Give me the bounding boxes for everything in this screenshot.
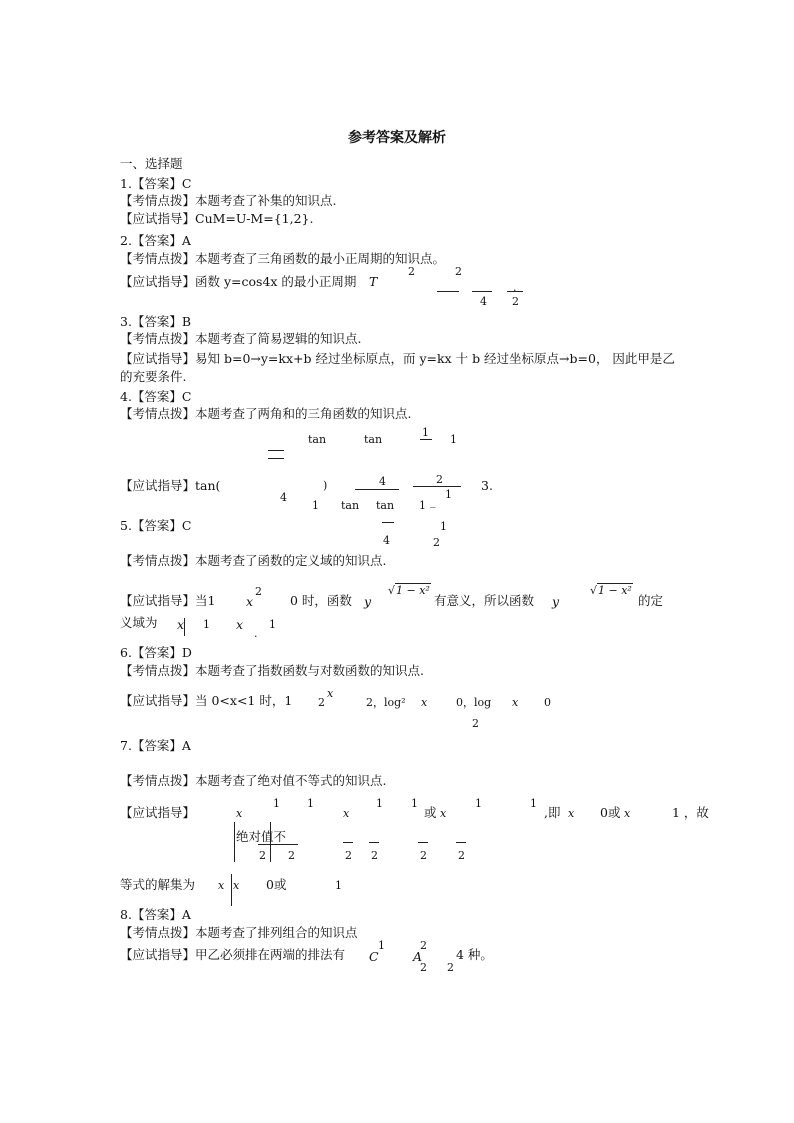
- q5-dot: .: [254, 627, 258, 640]
- q7-guide: 【应试指导】: [120, 805, 196, 820]
- q7-n2: 1: [307, 797, 314, 810]
- q4-point: 【考情点拨】本题考查了两角和的三角函数的知识点.: [120, 406, 412, 421]
- section-heading: 一、选择题: [120, 156, 183, 171]
- q2-answer: 2.【答案】A: [120, 233, 191, 248]
- q5-two: 2: [433, 536, 440, 549]
- q6-answer: 6.【答案】D: [120, 645, 192, 660]
- q8-result: 4 种。: [456, 947, 493, 962]
- q7-n6: 1: [530, 797, 537, 810]
- q7-sx2: x: [233, 879, 240, 892]
- q4-four-b: 4: [379, 475, 386, 488]
- q3-answer: 3.【答案】B: [120, 314, 192, 329]
- fraction-bar: [413, 486, 461, 487]
- q5-tail: 的定: [638, 593, 664, 608]
- q8-answer: 8.【答案】A: [120, 907, 191, 922]
- q7-d4: 2: [371, 849, 378, 862]
- q4-four-a: 4: [280, 491, 287, 504]
- set-bar: [231, 874, 232, 906]
- page-title: 参考答案及解析: [348, 130, 446, 146]
- q7-d5: 2: [420, 849, 427, 862]
- q5-x: x: [246, 594, 254, 609]
- q1-answer: 1.【答案】C: [120, 176, 192, 191]
- fraction-bar: [343, 842, 353, 843]
- q6-two-x: 2: [318, 696, 325, 709]
- q6-zero-log: 0，log: [456, 696, 492, 709]
- q7-x5: x: [624, 807, 631, 820]
- q3-guide-line2: 的充要条件.: [120, 369, 187, 384]
- fraction-bar: [456, 842, 466, 843]
- q1-guide: 【应试指导】CuM=U-M={1,2}.: [120, 211, 314, 226]
- fraction-bar: [369, 842, 379, 843]
- q2-sup2: 2: [455, 265, 462, 278]
- q7-d2: 2: [288, 849, 295, 862]
- fraction-bar: [472, 291, 492, 292]
- q6-guide: 【应试指导】当 0<x<1 时，1: [120, 693, 293, 708]
- q7-n1: 1: [273, 797, 280, 810]
- q2-den1: 4: [480, 295, 487, 308]
- q7-zero-or: 0或: [600, 805, 621, 820]
- q7-x2: x: [343, 807, 350, 820]
- q7-or: 或: [424, 805, 437, 820]
- abs-bar: [234, 822, 235, 862]
- q5-radical-1: √1 − x²: [388, 584, 430, 597]
- q7-d1: 2: [259, 849, 266, 862]
- q4-one-mid: 1: [445, 488, 452, 501]
- q7-s-one: 1: [335, 879, 342, 892]
- q7-solution: 等式的解集为: [120, 877, 196, 892]
- q5-one-a: 1: [203, 618, 210, 631]
- fraction-bar: [437, 291, 459, 292]
- q7-overlap-text: 绝对值不: [236, 829, 287, 844]
- q5-y1: y: [364, 594, 372, 609]
- q6-log-part: 2，log²: [366, 696, 406, 709]
- q7-sx: x: [218, 879, 225, 892]
- q5-one-b: 1: [269, 618, 276, 631]
- q2-point: 【考情点拨】本题考查了三角函数的最小正周期的知识点。: [120, 251, 446, 266]
- set-bar: [184, 618, 185, 636]
- fraction-bar: [418, 842, 428, 843]
- q8-A: A: [413, 949, 423, 964]
- q5-x-b: x: [236, 617, 244, 632]
- q6-x1: x: [421, 696, 428, 709]
- fraction-bar: [382, 522, 394, 523]
- q7-x3: x: [440, 807, 447, 820]
- q7-x4: x: [568, 807, 575, 820]
- q5-line2: 义域为: [120, 615, 158, 630]
- q5-mid: 有意义，所以函数: [434, 593, 535, 608]
- q5-y2: y: [552, 594, 560, 609]
- q8-point: 【考情点拨】本题考查了排列组合的知识点: [120, 925, 358, 940]
- q4-den-dash: _: [430, 495, 436, 508]
- q8-C: C: [369, 949, 379, 964]
- fraction-bar: [268, 458, 284, 459]
- q6-point: 【考情点拨】本题考查了指数函数与对数函数的知识点.: [120, 663, 424, 678]
- q4-two: 2: [436, 473, 443, 486]
- q8-sub-a: 2: [420, 961, 427, 974]
- q4-den-one: 1: [312, 499, 319, 512]
- q5-guide-a: 【应试指导】当1: [120, 593, 216, 608]
- q5-four: 4: [383, 534, 390, 547]
- q8-sub-b: 2: [447, 961, 454, 974]
- q3-guide-line1: 【应试指导】易知 b=0→y=kx+b 经过坐标原点，而 y=kx 十 b 经过坐标原点→b=0， 因此甲是乙: [120, 351, 675, 366]
- q7-ji: ,即: [544, 805, 561, 820]
- q4-result: 3.: [481, 478, 493, 493]
- q4-one-right: 1: [450, 433, 457, 446]
- q2-sup1: 2: [408, 265, 415, 278]
- q5-sq: 2: [255, 585, 262, 598]
- q7-answer: 7.【答案】A: [120, 738, 191, 753]
- q2-dot: .: [513, 281, 517, 294]
- q6-xsup: x: [327, 687, 334, 700]
- q4-den-tan2: tan: [376, 499, 395, 512]
- q4-guide: 【应试指导】tan(: [120, 478, 221, 493]
- q6-zero: 0: [544, 696, 551, 709]
- q6-sub2: 2: [472, 717, 479, 730]
- q1-point: 【考情点拨】本题考查了补集的知识点.: [120, 193, 337, 208]
- q2-guide: 【应试指导】函数 y=cos4x 的最小正周期: [120, 274, 357, 289]
- q4-tan-a: tan: [308, 433, 327, 446]
- q6-x2: x: [512, 696, 519, 709]
- q7-gu: 1 ，故: [672, 805, 709, 820]
- q7-d6: 2: [458, 849, 465, 862]
- q2-den2: 2: [512, 295, 519, 308]
- q5-radicand-1: 1 − x²: [396, 584, 430, 597]
- q5-zero: 0 时，函数: [290, 593, 352, 608]
- q7-n5: 1: [475, 797, 482, 810]
- q5-answer: 5.【答案】C: [120, 518, 192, 533]
- q7-point: 【考情点拨】本题考查了绝对值不等式的知识点.: [120, 773, 387, 788]
- q5-radical-2: √1 − x²: [590, 584, 632, 597]
- q7-n4: 1: [411, 797, 418, 810]
- q7-d3: 2: [345, 849, 352, 862]
- q2-T: T: [369, 274, 378, 289]
- q8-c-sup: 1: [378, 939, 385, 952]
- q5-one: 1: [440, 520, 447, 533]
- q7-x1: x: [236, 807, 243, 820]
- q5-radicand-2: 1 − x²: [598, 584, 632, 597]
- fraction-bar: [420, 439, 432, 440]
- q4-answer: 4.【答案】C: [120, 389, 192, 404]
- fraction-bar: [268, 450, 284, 451]
- q7-s-zero-or: 0或: [266, 877, 287, 892]
- q3-point: 【考情点拨】本题考查了简易逻辑的知识点.: [120, 331, 362, 346]
- fraction-bar: [258, 844, 298, 845]
- q8-guide: 【应试指导】甲乙必须排在两端的排法有: [120, 947, 346, 962]
- q5-x-a: x: [177, 617, 185, 632]
- q7-n3: 1: [376, 797, 383, 810]
- fraction-bar: [355, 489, 399, 490]
- q4-one-top: 1: [422, 426, 429, 439]
- q4-tan-b: tan: [364, 433, 383, 446]
- q5-point: 【考情点拨】本题考查了函数的定义域的知识点.: [120, 553, 387, 568]
- q4-den-one-b: 1: [419, 499, 426, 512]
- q4-den-tan1: tan: [341, 499, 360, 512]
- q4-paren: ): [323, 479, 328, 492]
- q8-a-sup: 2: [420, 939, 427, 952]
